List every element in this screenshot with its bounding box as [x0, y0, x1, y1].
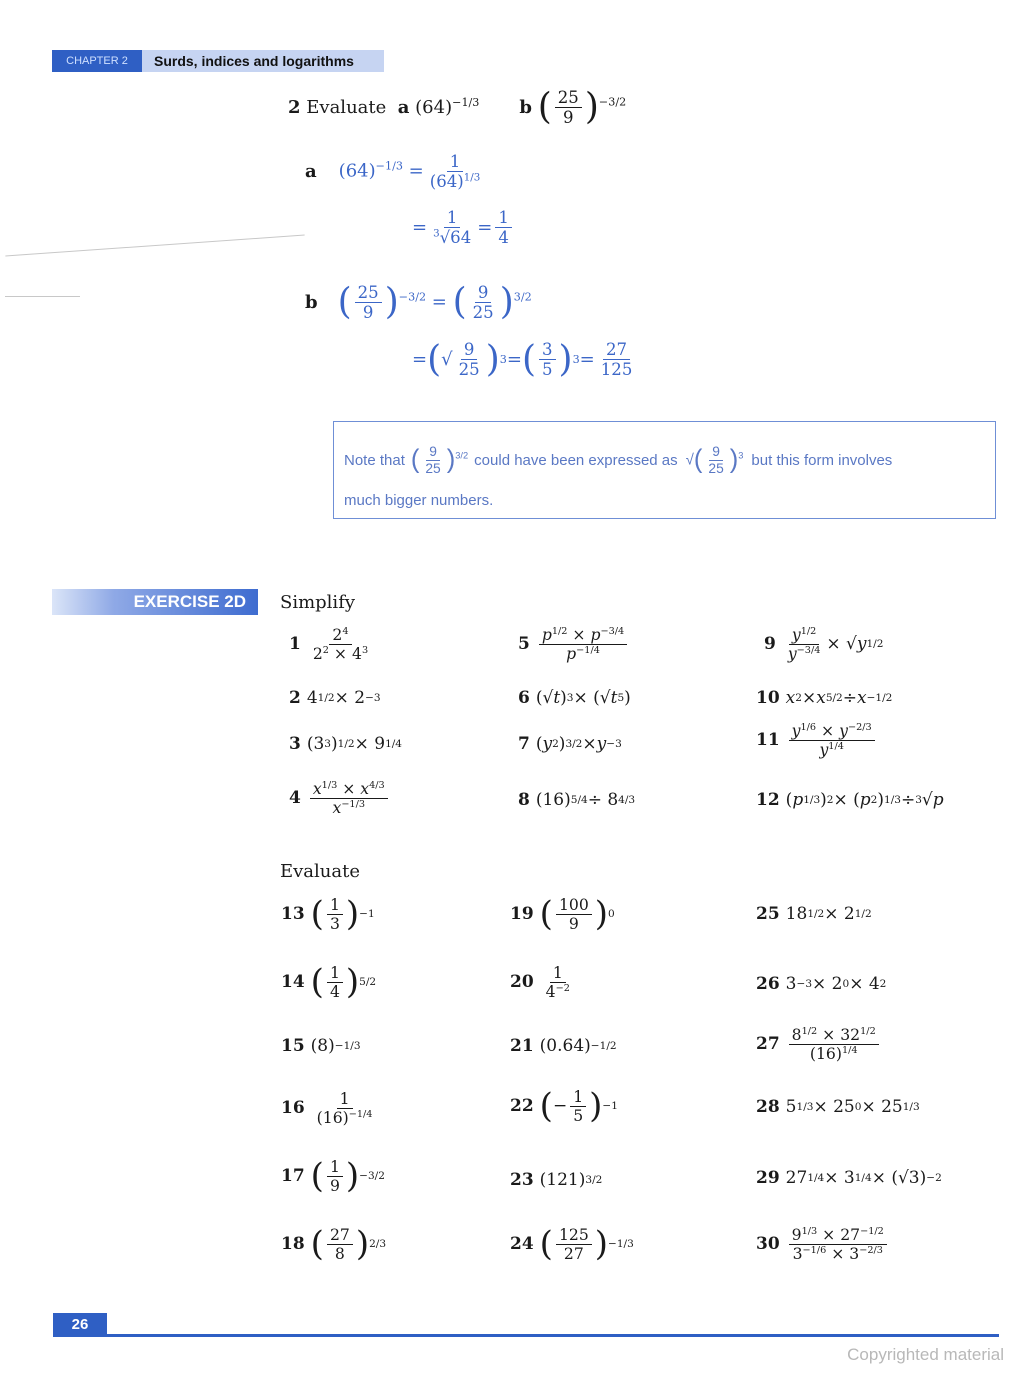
question-15: 15 (8) −1/3: [281, 1036, 361, 1056]
question-28: 28 5 1/3 × 25 0 × 25 1/3: [756, 1097, 920, 1117]
simplify-heading: Simplify: [280, 592, 356, 613]
question-30: 30 $\frac{9^{1/3} \times 27^{-1/2}}{3^{-1/6} \times 3^{-2/3}}$: [756, 1226, 890, 1263]
solution-a: a $(64)^{-1/3}$ = $\frac{1}{(64)^{1/3}}$: [305, 152, 481, 192]
chapter-label: CHAPTER 2: [52, 50, 142, 72]
question-12: 12 ( p 1/3 ) 2 × ( p 2 ) 1/3 ÷ 3 √ p: [756, 790, 944, 810]
question-27: 27 $\frac{8^{1/2} \times 32^{1/2}}{(16)^{1/4}}$: [756, 1026, 882, 1063]
chapter-title: Surds, indices and logarithms: [142, 50, 384, 72]
question-20: 20 $\frac{1}{4^{-2}}$: [510, 963, 570, 1001]
example-prompt: Evaluate: [306, 97, 387, 119]
evaluate-heading: Evaluate: [280, 861, 361, 882]
expr-a: $(64)^{-1/3}$: [415, 96, 480, 119]
note-text-1: Note that: [344, 451, 405, 469]
question-8: 8 (16) 5/4 ÷ 8 4/3: [518, 790, 636, 810]
question-29: 29 27 1/4 × 3 1/4 × (√3) −2: [756, 1168, 942, 1188]
solution-b-step2: = ( √ $\frac{9}{25}$ ) 3 = ( $\frac{3}{5}$ ) 3 = $\frac{27}{125}$: [412, 338, 633, 380]
question-3: 3 (3 3 ) 1/2 × 9 1/4: [289, 734, 403, 754]
question-10: 10 x 2 × x 5/2 ÷ x −1/2: [756, 688, 893, 708]
question-9: 9 $\frac{y^{1/2}}{y^{-3/4}}$ × √ y 1/2: [764, 625, 884, 663]
question-6: 6 (√ t ) 3 × (√ t 5 ): [518, 688, 631, 708]
expr-b: ( $\frac{25}{9}$ )$^{-3/2}$: [537, 86, 627, 128]
footer-rule: [53, 1334, 999, 1337]
scan-mark: [5, 296, 80, 297]
question-24: 24 ( $\frac{125}{27}$ ) −1/3: [510, 1224, 634, 1265]
question-11: 11 $\frac{y^{1/6} \times y^{-2/3}}{y^{1/4}}$: [756, 722, 878, 759]
solution-a-step2: = $\frac{1}{^3√64}$ = $\frac{1}{4}$: [412, 208, 515, 247]
exercise-tab: EXERCISE 2D: [52, 589, 258, 615]
example-question: [288, 88, 626, 127]
question-2: 2 4 1/2 × 2 −3: [289, 688, 381, 708]
question-7: 7 ( y 2 ) 3/2 × y −3: [518, 734, 622, 754]
solution-b-label: b: [305, 292, 318, 314]
question-14: 14 ( $\frac{1}{4}$ ) 5/2: [281, 962, 377, 1003]
question-26: 26 3 −3 × 2 0 × 4 2: [756, 974, 887, 994]
question-18: 18 ( $\frac{27}{8}$ ) 2/3: [281, 1224, 387, 1265]
example-number: 2: [288, 97, 301, 119]
question-21: 21 (0.64) −1/2: [510, 1036, 617, 1056]
note-text-2: could have been expressed as: [474, 451, 678, 469]
question-23: 23 (121) 3/2: [510, 1170, 603, 1190]
solution-a-label: a: [305, 161, 317, 183]
part-b-label: b: [519, 97, 532, 119]
note-text-3: but this form involves: [751, 451, 893, 469]
question-25: 25 18 1/2 × 2 1/2: [756, 904, 872, 924]
question-22: 22 ( − $\frac{1}{5}$ ) −1: [510, 1086, 618, 1127]
page-number: 26: [53, 1313, 107, 1337]
note-text-4: much bigger numbers.: [344, 492, 494, 509]
copyright-notice: Copyrighted material: [847, 1345, 1004, 1364]
scan-mark: [5, 235, 304, 257]
question-17: 17 ( $\frac{1}{9}$ ) −3/2: [281, 1156, 385, 1197]
question-5: 5 $\frac{p^{1/2} \times p^{-3/4}}{p^{-1/4}}$: [518, 626, 630, 663]
solution-b: b ( $\frac{25}{9}$ )$^{-3/2}$ = ( $\frac{9}{25}$ )$^{3/2}$: [305, 281, 532, 323]
question-16: 16 $\frac{1}{(16)^{-1/4}}$: [281, 1089, 373, 1127]
question-4: 4 $\frac{x^{1/3} \times x^{4/3}}{x^{-1/3}}$: [289, 780, 391, 817]
question-19: 19 ( $\frac{100}{9}$ ) 0: [510, 894, 615, 935]
note-box: Note that ( $\frac{9}{25}$ )$^{3/2}$ could have been expressed as √( $\frac{9}{25}$ )$^3$ but this form involves much bigger numbers.: [333, 421, 996, 519]
part-a-label: a: [397, 97, 410, 119]
question-1: 1 $\frac{2^4}{2^2 \times 4^3}$: [289, 625, 369, 663]
question-13: 13 ( $\frac{1}{3}$ ) −1: [281, 894, 375, 935]
